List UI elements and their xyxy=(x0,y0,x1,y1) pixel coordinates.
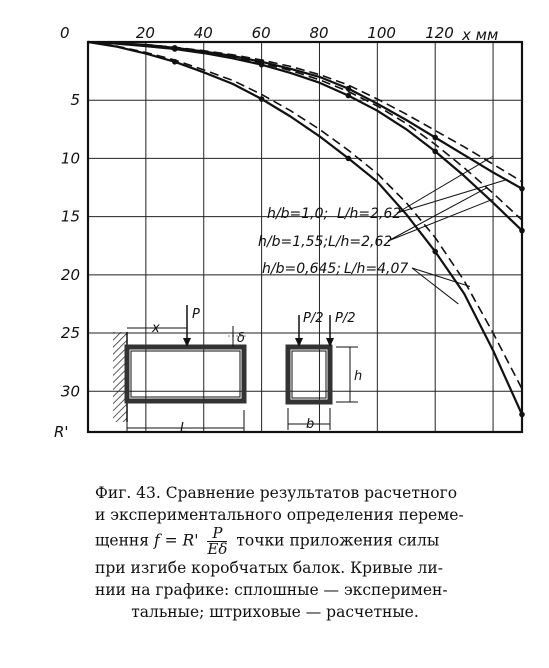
caption-frac-den: Eδ xyxy=(207,540,228,558)
caption-line-2: и экспериментального определения переме- xyxy=(95,506,464,524)
caption-line-1: Фиг. 43. Сравнение результатов расчетного xyxy=(95,484,458,502)
y-axis-label: R' xyxy=(54,423,69,441)
section-box xyxy=(288,347,330,402)
caption-formula: f = R' xyxy=(153,531,199,550)
data-point xyxy=(259,96,265,102)
data-point xyxy=(432,135,438,141)
annotation-h-over-b: h/b=0,645; xyxy=(262,261,342,277)
caption-frac-num: P xyxy=(207,526,227,542)
sketch-h-label: h xyxy=(354,369,363,384)
x-tick-label: 100 xyxy=(367,24,396,42)
x-tick-label: 0 xyxy=(60,24,70,42)
y-tick-label: 5 xyxy=(70,91,80,110)
y-tick-label: 15 xyxy=(60,207,80,226)
x-tick-label: 60 xyxy=(251,24,271,42)
annotation-L-over-h: L/h=4,07 xyxy=(344,261,409,277)
series-line-dashed xyxy=(88,42,522,182)
sketch-L-label: L xyxy=(180,421,188,436)
cross-section-sketch xyxy=(288,315,358,430)
annotation-leader xyxy=(388,199,493,241)
y-tick-label: 20 xyxy=(60,265,80,284)
data-point xyxy=(346,156,352,162)
sketch-x-label: x xyxy=(152,321,160,336)
data-point xyxy=(519,228,525,234)
figure-caption xyxy=(95,482,515,623)
y-tick-label: 25 xyxy=(60,324,80,343)
series-lines xyxy=(88,42,525,417)
data-point xyxy=(432,249,438,255)
sketch-P-half-left: P/2 xyxy=(303,311,324,326)
caption-line-5: нии на графике: сплошные — эксперимен- xyxy=(95,581,448,599)
x-tick-labels xyxy=(60,24,454,42)
series-line-solid xyxy=(88,42,522,189)
y-tick-labels xyxy=(61,91,80,400)
sketch-P-half-right: P/2 xyxy=(335,311,356,326)
caption-line-3-pre: щення xyxy=(95,531,150,550)
annotation-L-over-h: L/h=2,62 xyxy=(328,234,393,250)
y-tick-label: 10 xyxy=(60,149,80,168)
sketch-P-label: P xyxy=(192,307,200,322)
caption-line-4: при изгибе коробчатых балок. Кривые ли- xyxy=(95,559,443,577)
x-tick-label: 20 xyxy=(135,24,155,42)
beam-box xyxy=(127,347,244,401)
caption-line-3 xyxy=(95,526,515,557)
sketch-b-label: b xyxy=(306,417,315,432)
data-point xyxy=(432,149,438,155)
x-tick-label: 80 xyxy=(309,24,329,42)
series-line-dashed xyxy=(88,42,522,220)
cantilever-sketch xyxy=(113,305,246,432)
data-point xyxy=(346,93,352,99)
annotation-h-over-b: h/b=1,55; xyxy=(258,234,329,250)
series-line-solid xyxy=(88,42,522,231)
caption-line-3-post: точки приложения силы xyxy=(236,531,440,550)
annotation-leader xyxy=(397,179,508,213)
x-tick-label: 120 xyxy=(425,24,454,42)
caption-fraction xyxy=(207,526,227,557)
caption-line-6: тальные; штриховые — расчетные. xyxy=(131,603,419,621)
sketch-delta-label: δ xyxy=(237,331,245,346)
data-point xyxy=(519,412,525,418)
annotation-h-over-b: h/b=1,0; xyxy=(267,206,329,222)
series-line-solid xyxy=(88,42,522,415)
x-tick-label: 40 xyxy=(193,24,213,42)
annotation-leader xyxy=(388,188,487,241)
annotation-L-over-h: L/h=2,62 xyxy=(337,206,402,222)
data-point xyxy=(519,186,525,192)
y-tick-label: 30 xyxy=(60,382,80,401)
x-unit-label: x мм xyxy=(462,26,499,44)
